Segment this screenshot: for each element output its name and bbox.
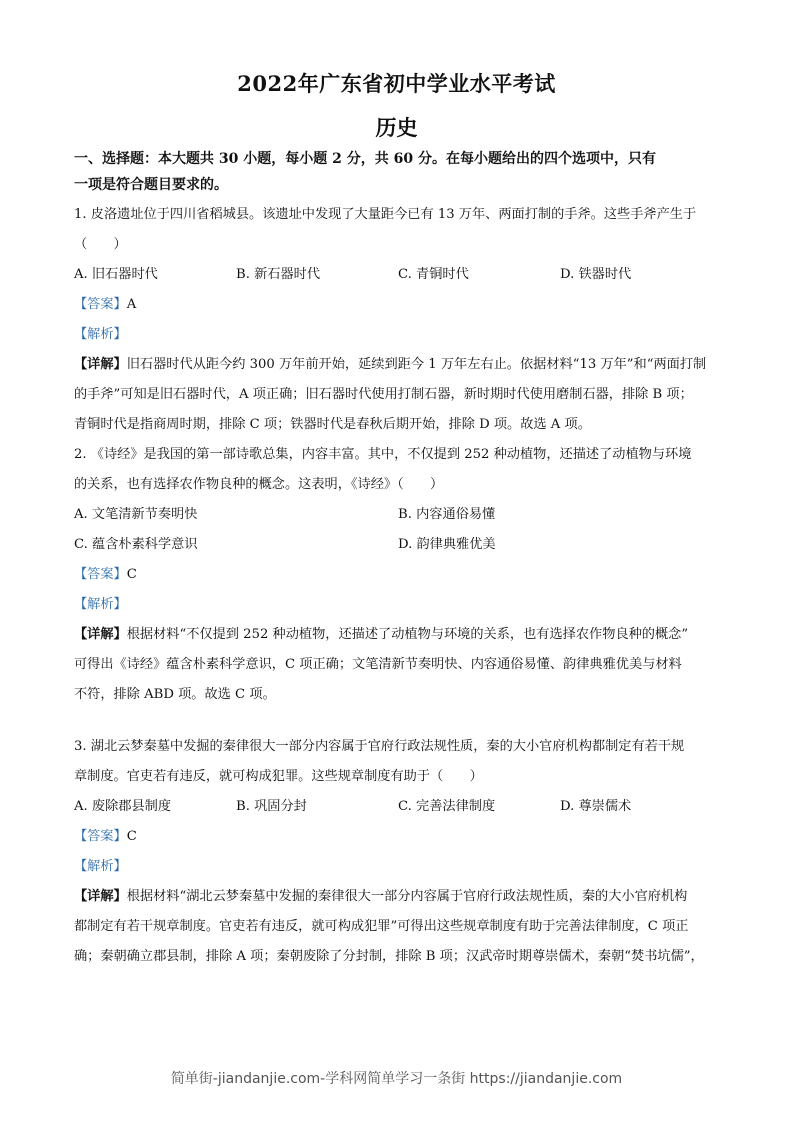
detail-label: 【详解】 [74, 357, 127, 372]
document-body [74, 146, 724, 972]
option-c: C. 完善法律制度 [398, 799, 496, 814]
detail-text: 都制定有若干规章制度。官吏若有违反，就可构成犯罪”可得出这些规章制度有助于完善法律制度，C 项正 [74, 919, 689, 934]
exam-title: 2022年广东省初中学业水平考试 [237, 71, 556, 96]
answer-value: A [126, 297, 137, 312]
spacer [74, 710, 724, 732]
options [74, 792, 724, 822]
detail-text: 确；秦朝确立郡县制，排除 A 项；秦朝废除了分封制，排除 B 项；汉武帝时期尊崇儒术，秦朝“焚书坑儒”， [74, 949, 704, 964]
subject-title: 历史 [375, 115, 418, 140]
option-b: B. 巩固分封 [236, 799, 307, 814]
options [74, 500, 724, 560]
question-stem: 3. 湖北云梦秦墓中发掘的秦律很大一部分内容属于官府行政法规性质，秦的大小官府机构都制定有若干规 [74, 739, 685, 754]
answer-value: C [126, 567, 137, 582]
detail-text: 旧石器时代从距今约 300 万年前开始，延续到距今 1 万年左右止。依据材料“13 万年”和“两面打制 [126, 357, 707, 372]
answer-line [74, 822, 724, 852]
detail-line [74, 620, 724, 650]
question-1 [74, 200, 724, 440]
option-a: A. 旧石器时代 [74, 267, 158, 282]
options [74, 260, 724, 290]
detail-text: 青铜时代是指商周时期，排除 C 项；铁器时代是春秋后期开始，排除 D 项。故选 A 项。 [74, 417, 591, 432]
detail-text: 的手斧”可知是旧石器时代，A 项正确；旧石器时代使用打制石器，新时期时代使用磨制石器，排除 B 项； [74, 387, 693, 402]
option-c: C. 蕴含朴素科学意识 [74, 537, 198, 552]
answer-line [74, 290, 724, 320]
option-d: D. 韵律典雅优美 [398, 537, 496, 552]
answer-value: C [126, 829, 137, 844]
footer-watermark: 简单街-jiandanjie.com-学科网简单学习一条街 https://jiandanjie.com [170, 1071, 623, 1087]
option-b: B. 内容通俗易懂 [398, 507, 496, 522]
option-a: A. 废除郡县制度 [74, 799, 172, 814]
detail-label: 【详解】 [74, 627, 127, 642]
analysis-line [74, 852, 724, 882]
detail-text: 根据材料“不仅提到 252 种动植物，还描述了动植物与环境的关系，也有选择农作物良种的概念” [126, 627, 689, 642]
question-stem: （ ） [74, 237, 127, 252]
section-heading-line: 一、选择题：本大题共 30 小题，每小题 2 分，共 60 分。在每小题给出的四个选项中，只有 [74, 151, 656, 167]
option-d: D. 铁器时代 [560, 267, 632, 282]
question-3 [74, 732, 724, 972]
answer-label: 【答案】 [74, 297, 127, 312]
question-stem: 章制度。官吏若有违反，就可构成犯罪。这些规章制度有助于（ ） [74, 769, 483, 784]
detail-text: 可得出《诗经》蕴含朴素科学意识，C 项正确；文笔清新节奏明快、内容通俗易懂、韵律典雅优美与材料 [74, 657, 682, 672]
analysis-label: 【解析】 [74, 327, 127, 342]
analysis-label: 【解析】 [74, 597, 127, 612]
detail-text: 根据材料“湖北云梦秦墓中发掘的秦律很大一部分内容属于官府行政法规性质，秦的大小官府机构 [126, 889, 688, 904]
option-b: B. 新石器时代 [236, 267, 321, 282]
option-a: A. 文笔清新节奏明快 [74, 507, 198, 522]
detail-label: 【详解】 [74, 889, 127, 904]
question-stem: 的关系，也有选择农作物良种的概念。这表明，《诗经》（ ） [74, 477, 444, 492]
analysis-line [74, 320, 724, 350]
detail-text: 不符，排除 ABD 项。故选 C 项。 [74, 687, 276, 702]
section-heading-line: 一项是符合题目要求的。 [74, 177, 228, 193]
detail-line [74, 350, 724, 380]
answer-line [74, 560, 724, 590]
question-2 [74, 440, 724, 710]
detail-line [74, 882, 724, 912]
option-c: C. 青铜时代 [398, 267, 469, 282]
analysis-line [74, 590, 724, 620]
answer-label: 【答案】 [74, 567, 127, 582]
question-stem: 1. 皮洛遗址位于四川省稻城县。该遗址中发现了大量距今已有 13 万年、两面打制的手斧。这些手斧产生于 [74, 207, 697, 222]
answer-label: 【答案】 [74, 829, 127, 844]
question-stem: 2. 《诗经》是我国的第一部诗歌总集，内容丰富。其中，不仅提到 252 种动植物，还描述了动植物与环境 [74, 447, 692, 462]
analysis-label: 【解析】 [74, 859, 127, 874]
section-heading [74, 146, 724, 198]
option-d: D. 尊崇儒术 [560, 799, 632, 814]
